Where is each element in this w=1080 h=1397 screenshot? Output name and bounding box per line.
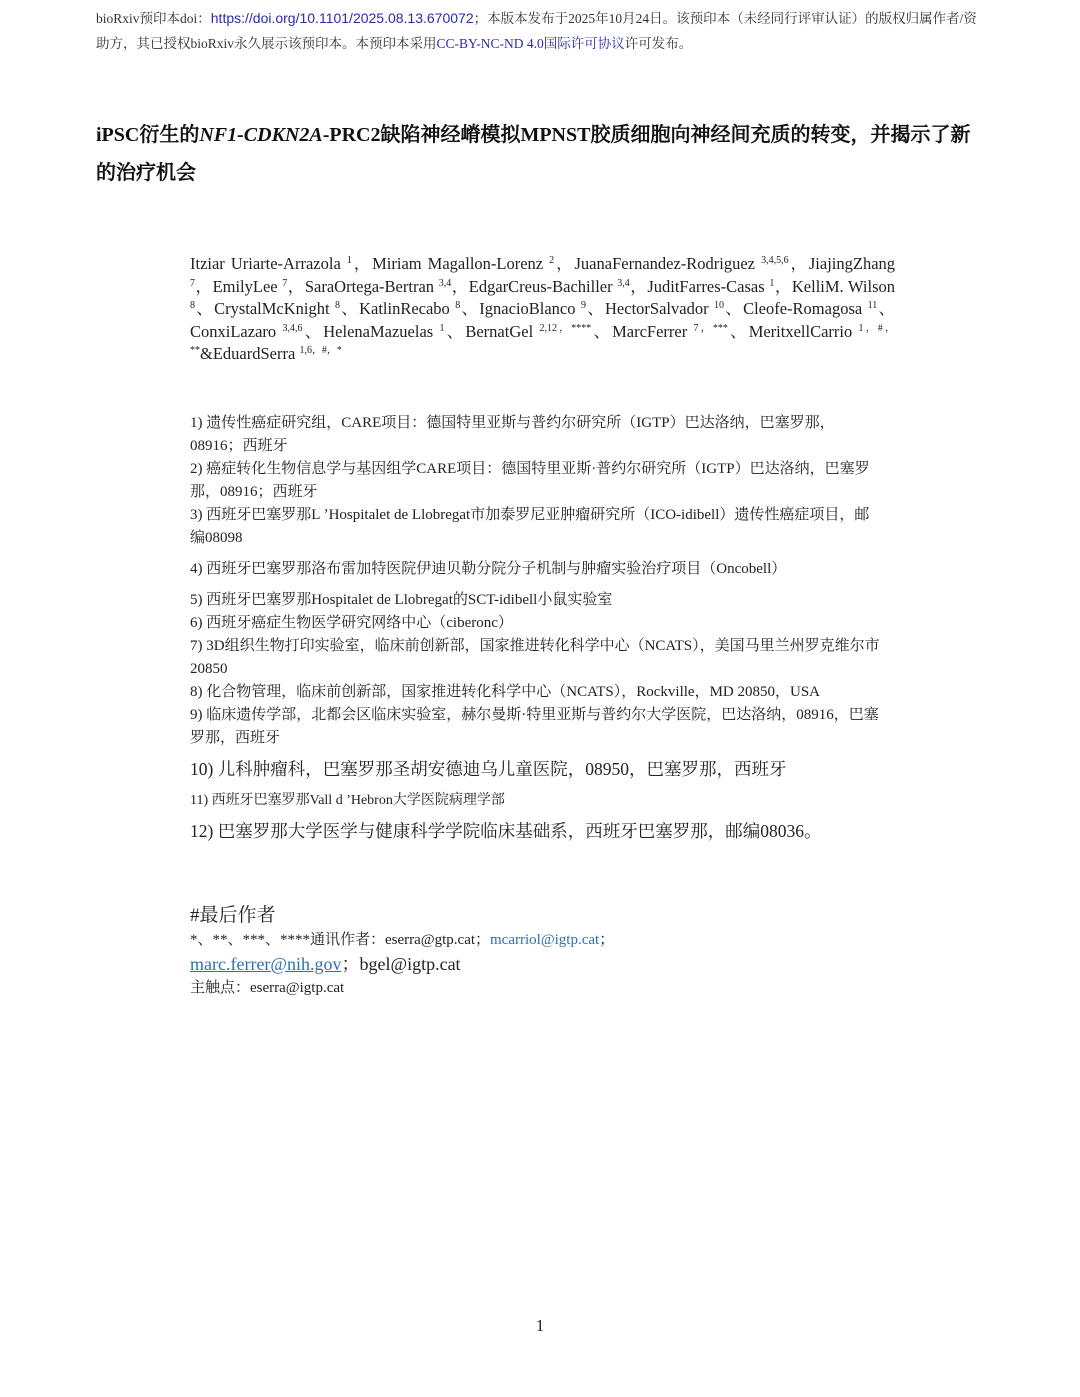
author-affiliation-marker: 11 <box>867 300 878 311</box>
author-name: KelliM. Wilson <box>791 276 896 296</box>
author-separator: 、 <box>877 299 896 318</box>
title-gene-names: NF1-CDKN2A <box>199 124 323 146</box>
author-separator: 、 <box>727 321 749 341</box>
author-name: EduardSerra <box>212 344 296 363</box>
author-affiliation-marker: 3,4 <box>438 277 452 289</box>
license-link[interactable]: CC-BY-NC-ND 4.0国际许可协议 <box>436 36 625 51</box>
affiliation-item: 10) 儿科肿瘤科，巴塞罗那圣胡安德迪乌儿童医院，08950，巴塞罗那，西班牙 <box>190 759 787 779</box>
author-affiliation-marker: 1 <box>769 277 775 289</box>
affiliation-item: 12) 巴塞罗那大学医学与健康科学学院临床基础系，西班牙巴塞罗那，邮编08036。 <box>190 821 822 841</box>
author-separator: 、 <box>585 299 606 318</box>
main-contact: 主触点：eserra@igtp.cat <box>190 980 345 996</box>
author-name: EdgarCreus-Bachiller <box>468 276 613 296</box>
affiliation-list <box>190 412 880 843</box>
author-name: KatlinRecabo <box>359 299 450 318</box>
author-separator: ， <box>629 276 648 296</box>
author-separator: 、 <box>444 321 466 341</box>
author-affiliation-marker: 10 <box>713 300 724 311</box>
author-affiliation-marker: 7 <box>282 277 288 289</box>
author-affiliation-marker: 2,12，**** <box>539 322 592 334</box>
corresponding-authors <box>190 929 790 951</box>
corr-prefix: *、**、***、****通讯作者：eserra@gtp.cat； <box>190 932 491 948</box>
author-affiliation-marker: 3,4,6 <box>282 322 303 334</box>
email-link-carrio[interactable]: mcarriol@igtp.cat <box>490 932 600 948</box>
author-separator: 、 <box>723 299 744 318</box>
author-list <box>190 253 895 366</box>
author-affiliation-marker: 1 <box>439 322 445 334</box>
affiliation-item: 2) 癌症转化生物信息学与基因组学CARE项目：德国特里亚斯·普约尔研究所（IGTP）巴达洛纳，巴塞罗那，08916；西班牙 <box>190 461 870 500</box>
last-authors-note: #最后作者 <box>190 905 276 926</box>
author-name: CrystalMcKnight <box>214 299 330 318</box>
email-gel: ；bgel@igtp.cat <box>341 954 461 974</box>
page-number: 1 <box>535 1316 545 1335</box>
affiliation-item: 6) 西班牙癌症生物医学研究网络中心（ciberonc） <box>190 615 513 631</box>
paper-title <box>96 116 986 192</box>
author-name: Cleofe-Romagosa <box>743 299 863 318</box>
author-name: MeritxellCarrio <box>748 321 853 341</box>
author-name: SaraOrtega-Bertran <box>304 276 435 296</box>
author-separator: ， <box>554 254 575 273</box>
author-separator: & <box>200 344 213 363</box>
author-name: MarcFerrer <box>612 321 688 341</box>
author-affiliation-marker: 3,4,5,6 <box>761 255 789 266</box>
title-part2: -PRC2缺陷神经嵴模拟MPNST胶质细胞向神经间充质的转变，并揭示了新的治疗机会 <box>96 124 971 184</box>
author-name: JuditFarres-Casas <box>647 276 765 296</box>
author-affiliation-marker: 8 <box>190 300 195 311</box>
affiliation-item: 8) 化合物管理，临床前创新部，国家推进转化科学中心（NCATS），Rockville，MD 20850，USA <box>190 684 821 700</box>
corr-sep: ； <box>599 932 615 948</box>
author-notes <box>190 903 790 999</box>
author-name: IgnacioBlanco <box>479 299 576 318</box>
affiliation-item: 7) 3D组织生物打印实验室，临床前创新部，国家推进转化科学中心（NCATS），美国马里兰州罗克维尔市20850 <box>190 638 880 677</box>
author-name: HelenaMazuelas <box>323 321 434 341</box>
doi-link[interactable]: https://doi.org/10.1101/2025.08.13.670072 <box>210 10 474 26</box>
affiliation-item: 9) 临床遗传学部，北都会区临床实验室，赫尔曼斯·特里亚斯与普约尔大学医院，巴达洛纳，08916，巴塞罗那，西班牙 <box>190 707 879 746</box>
author-separator: 、 <box>302 321 324 341</box>
affiliation-item: 11) 西班牙巴塞罗那Vall d ʼHebron大学医院病理学部 <box>190 793 505 808</box>
notice-suffix: 许可发布。 <box>624 36 693 51</box>
author-name: ConxiLazaro <box>190 321 277 341</box>
author-separator: 、 <box>195 299 215 318</box>
author-name: BernatGel <box>465 321 534 341</box>
author-affiliation-marker: 1,6，#，* <box>299 345 342 356</box>
author-affiliation-marker: 1 <box>346 255 352 266</box>
author-affiliation-marker: 8 <box>335 300 340 311</box>
author-separator: ， <box>287 276 305 296</box>
preprint-notice <box>96 6 986 56</box>
author-affiliation-marker: 1，#，** <box>190 322 896 356</box>
corresponding-authors-cont <box>190 951 790 977</box>
author-separator: 、 <box>460 299 480 318</box>
email-link-ferrer[interactable]: marc.ferrer@nih.gov <box>190 954 342 974</box>
affiliation-item: 1) 遗传性癌症研究组，CARE项目：德国特里亚斯与普约尔研究所（IGTP）巴达洛纳，巴塞罗那，08916；西班牙 <box>190 415 835 454</box>
author-name: Miriam Magallon-Lorenz <box>372 254 544 273</box>
author-affiliation-marker: 2 <box>549 255 555 266</box>
author-name: JiajingZhang <box>808 254 896 273</box>
author-name: Itziar Uriarte-Arrazola <box>190 254 341 273</box>
author-name: EmilyLee <box>212 276 278 296</box>
affiliation-item: 4) 西班牙巴塞罗那洛布雷加特医院伊迪贝勒分院分子机制与肿瘤实验治疗项目（Oncobell） <box>190 561 787 577</box>
notice-mid: ；本版本发布于2025年10月24日。该预印本（未经同行评审认证）的版权归属作者/资助方，其已授权bioRxiv永久展示该预印本。本预印本采用 <box>96 11 977 51</box>
author-separator: ， <box>351 254 373 273</box>
author-name: JuanaFernandez-Rodriguez <box>574 254 756 273</box>
author-affiliation-marker: 3,4 <box>617 277 630 289</box>
author-separator: ， <box>451 276 469 296</box>
author-affiliation-marker: 7 <box>190 277 195 289</box>
notice-prefix: bioRxiv预印本doi： <box>96 11 211 26</box>
author-affiliation-marker: 7，*** <box>693 322 728 334</box>
author-separator: ， <box>774 276 792 296</box>
affiliation-item: 3) 西班牙巴塞罗那L ʼHospitalet de Llobregat市加泰罗尼亚肿瘤研究所（ICO-idibell）遗传性癌症项目，邮编08098 <box>190 507 870 546</box>
author-affiliation-marker: 8 <box>455 300 461 311</box>
author-name: HectorSalvador <box>605 299 709 318</box>
author-separator: ， <box>788 254 809 273</box>
author-separator: 、 <box>591 321 613 341</box>
title-part1: iPSC衍生的 <box>96 124 200 146</box>
author-separator: ， <box>195 276 213 296</box>
author-separator: 、 <box>340 299 360 318</box>
author-affiliation-marker: 9 <box>580 300 586 311</box>
affiliation-item: 5) 西班牙巴塞罗那Hospitalet de Llobregat的SCT-idibell小鼠实验室 <box>190 592 613 608</box>
